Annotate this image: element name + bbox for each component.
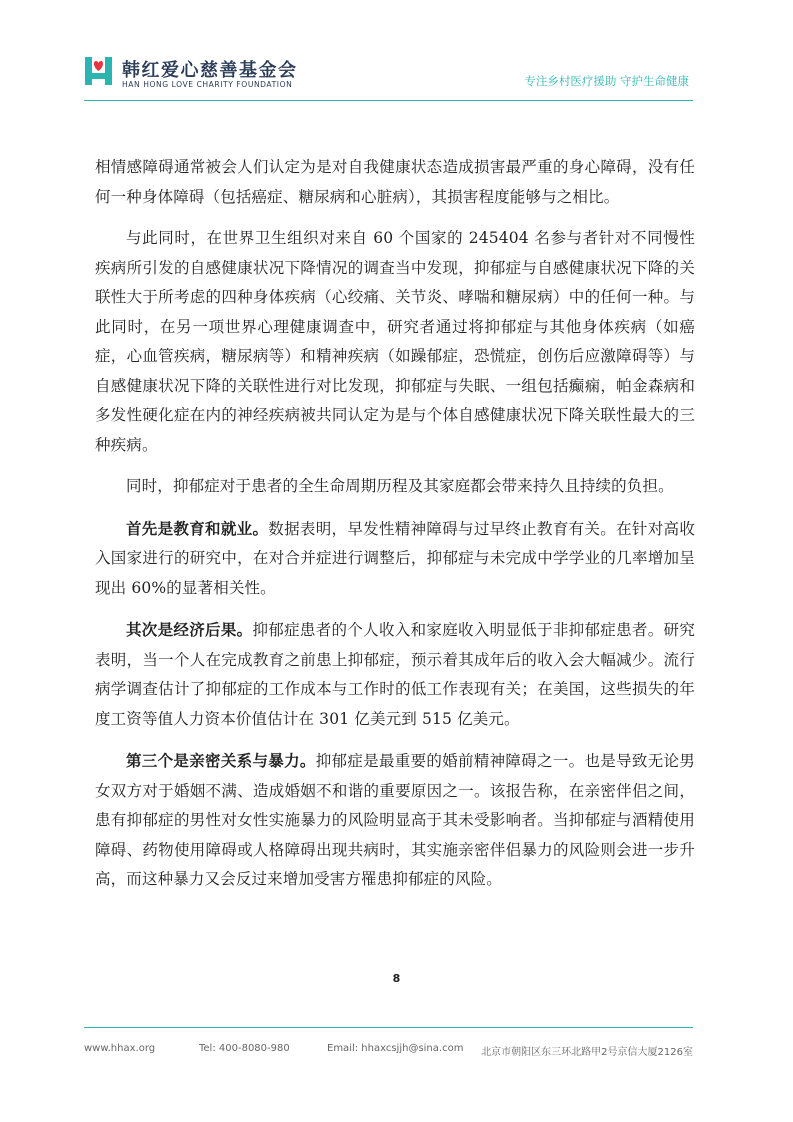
paragraph-5	[95, 615, 695, 734]
footer-email: Email: hhaxcsjjh@sina.com	[327, 1043, 464, 1054]
paragraph-4-heading: 首先是教育和就业。	[126, 518, 269, 538]
org-name-cn: 韩红爱心慈善基金会	[122, 60, 298, 81]
paragraph-4	[95, 514, 695, 604]
footer-website: www.hhax.org	[84, 1043, 156, 1054]
footer-address: 北京市朝阳区东三环北路甲2号京信大厦2126室	[481, 1047, 693, 1058]
paragraph-6	[95, 746, 695, 895]
paragraph-1: 相情感障碍通常被会人们认定为是对自我健康状态造成损害最严重的身心障碍，没有任何一种身体障碍（包括癌症、糖尿病和心脏病），其损害程度能够与之相比。	[95, 158, 695, 206]
page-number: 8	[392, 972, 401, 985]
paragraph-6-text: 抑郁症是最重要的婚前精神障碍之一。也是导致无论男女双方对于婚姻不满、造成婚姻不和谐的重要原因之一。该报告称，在亲密伴侣之间，患有抑郁症的男性对女性实施暴力的风险明显高于其未受影响者。当抑郁症与酒精使用障碍、药物使用障碍或人格障碍出现共病时，其实施亲密伴侣暴力的风险则会进一步升高，而这种暴力又会反过来增加受害方罹患抑郁症的风险。	[95, 752, 695, 888]
document-body	[95, 153, 695, 895]
paragraph-6-heading: 第三个是亲密关系与暴力。	[126, 751, 316, 770]
paragraph-2: 与此同时，在世界卫生组织对来自 60 个国家的 245404 名参与者针对不同慢性疾病所引发的自感健康状况下降情况的调查当中发现，抑郁症与自感健康状况下降的关联性大于所考虑的四种身体疾病（心绞痛、关节炎、哮喘和糖尿病）中的任何一种。与此同时，在另一项世界心理健康调查中，研究者通过将抑郁症与其他身体疾病（如癌症，心血管疾病，糖尿病等）和精神疾病（如躁郁症，恐慌症，创伤后应激障碍等）与自感健康状况下降的关联性进行对比发现，抑郁症与失眠、一组包括癫痫，帕金森病和多发性硬化症在内的神经疾病被共同认定为是与个体自感健康状况下降关联性最大的三种疾病。	[95, 229, 695, 454]
heart-h-logo-icon	[84, 56, 116, 86]
paragraph-5-heading: 其次是经济后果。	[126, 620, 253, 639]
paragraph-5-text: 抑郁症患者的个人收入和家庭收入明显低于非抑郁症患者。研究表明，当一个人在完成教育之前患上抑郁症，预示着其成年后的收入会大幅减少。流行病学调查估计了抑郁症的工作成本与工作时的低工作表现有关；在美国，这些损失的年度工资等值人力资本价值估计在 301 亿美元到 515 亿美元。	[95, 621, 696, 728]
org-name-en: HAN HONG LOVE CHARITY FOUNDATION	[122, 80, 293, 89]
paragraph-4-text: 数据表明，早发性精神障碍与过早终止教育有关。在针对高收入国家进行的研究中，在对合并症进行调整后，抑郁症与未完成中学学业的几率增加呈现出 60%的显著相关性。	[95, 519, 695, 597]
footer-divider	[84, 1027, 693, 1028]
header-slogan: 专注乡村医疗援助 守护生命健康	[524, 74, 689, 88]
page-header	[0, 0, 793, 100]
header-divider	[84, 100, 693, 101]
footer-tel: Tel: 400-8080-980	[199, 1043, 290, 1054]
paragraph-3: 同时，抑郁症对于患者的全生命周期历程及其家庭都会带来持久且持续的负担。	[126, 477, 674, 495]
